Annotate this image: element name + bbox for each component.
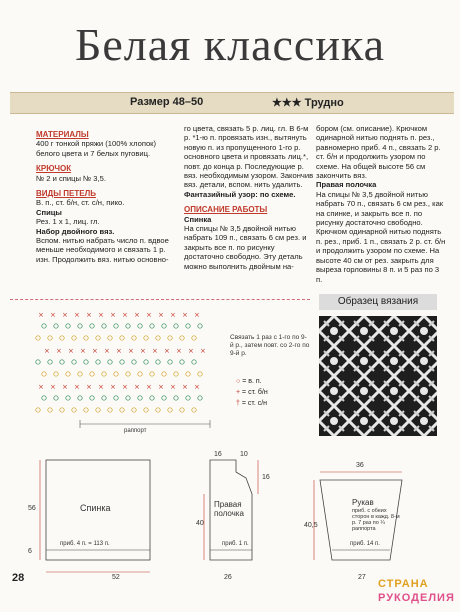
front-top-width: 16 [214, 451, 222, 458]
back-rib-height: 6 [28, 548, 32, 555]
key-dc-label: = ст. с/н [241, 400, 268, 407]
front-width: 26 [224, 574, 232, 581]
col3-text: бором (см. описание). Крючком одинарной нитью поднять п. рез., равномерно приб. 4 п., связать 2 р. ст. б/н и продолжить узором по схеме. На общей высоте 56 см закончить вяз. [316, 124, 441, 181]
front-neck-width: 10 [240, 451, 248, 458]
chart-stitch: × [68, 347, 74, 355]
back-height: 56 [28, 505, 36, 512]
cast-heading: Набор двойного вяз. [36, 226, 115, 236]
dc-symbol-icon: † [236, 400, 240, 407]
sleeve-width: 27 [358, 574, 366, 581]
front-note: приб. 1 п. [222, 541, 249, 547]
sample-label: Образец вязания [319, 294, 437, 310]
chart-stitch: × [164, 347, 170, 355]
chart-stitch: × [176, 347, 182, 355]
sleeve-height: 40,5 [304, 522, 318, 529]
crochet-chart [30, 304, 216, 434]
lace-pattern-image [319, 316, 437, 436]
chart-stitch: × [152, 347, 158, 355]
chart-stitch: × [170, 311, 176, 319]
front-heading: Правая полочка [316, 180, 377, 190]
chart-stitch: × [140, 347, 146, 355]
page-number: 28 [12, 572, 25, 584]
chart-stitch: × [38, 383, 44, 391]
chain-symbol-icon: ○ [236, 378, 241, 385]
chart-stitch: × [86, 311, 92, 319]
chart-stitch: × [158, 383, 164, 391]
chart-stitch: × [86, 383, 92, 391]
needles-heading: Спицы [36, 207, 62, 217]
chart-stitch: × [158, 311, 164, 319]
divider [10, 299, 310, 300]
chart-stitch: × [74, 311, 80, 319]
key-chain [236, 376, 268, 387]
chart-stitch: × [122, 383, 128, 391]
difficulty-label [272, 96, 344, 109]
chart-stitch: × [182, 311, 188, 319]
hook-text: № 2 и спицы № 3,5. [36, 173, 106, 183]
text-column-2 [184, 124, 314, 271]
loops-heading: ВИДЫ ПЕТЕЛЬ [36, 189, 96, 199]
sleeve-bottom-note: приб. 14 п. [350, 541, 380, 547]
sample-photo [319, 316, 437, 436]
chart-stitch: × [170, 383, 176, 391]
text-column-3 [316, 124, 446, 284]
chart-stitch: × [134, 383, 140, 391]
chart-stitch: × [116, 347, 122, 355]
chart-stitch: × [56, 347, 62, 355]
sc-symbol-icon: + [236, 389, 241, 396]
back-text: На спицы № 3,5 двойной нитью набрать 109 п., связать 6 см рез. и закрыть все п. по рисунку достаточно свободно. Эту деталь можно выполнить двойным на- [184, 224, 307, 271]
key-chain-label: = в. п. [242, 378, 262, 385]
sleeve-note: приб. с обеих сторон в кажд. 8-м р. 7 раз по ¼ раппорта [352, 508, 400, 532]
logo-line-1: СТРАНА [378, 578, 429, 590]
materials-heading: МАТЕРИАЛЫ [36, 130, 89, 139]
back-heading: Спинка [184, 214, 212, 224]
chart-stitch: × [74, 383, 80, 391]
chart-stitch: × [146, 383, 152, 391]
chart-stitch: × [122, 311, 128, 319]
chart-stitch: × [62, 311, 68, 319]
sleeve-label: Рукав [352, 498, 374, 507]
chart-stitch: × [194, 311, 200, 319]
chart-stitch: × [38, 311, 44, 319]
back-width: 52 [112, 574, 120, 581]
chart-legend-note: Связать 1 раз с 1-го по 9-й р., затем повт. со 2-го по 9-й р. [230, 334, 310, 357]
chart-stitch: × [92, 347, 98, 355]
key-sc [236, 387, 268, 398]
back-label: Спинка [80, 503, 111, 513]
difficulty-stars: ★★★ [272, 97, 302, 109]
chart-stitch: × [110, 383, 116, 391]
front-neck-depth: 16 [262, 474, 270, 481]
chart-stitch: × [98, 311, 104, 319]
page-title: Белая классика [74, 19, 386, 70]
chart-stitch: × [110, 311, 116, 319]
hook-heading: КРЮЧОК [36, 164, 72, 174]
loops-text: В. п., ст. б/н, ст. с/н, пико. [36, 198, 125, 208]
key-dc [236, 398, 268, 409]
materials-text: 400 г тонкой пряжи (100% хлопок) белого цвета и 7 белых пуговиц. [36, 139, 157, 158]
front-text: На спицы № 3,5 двойной нитью набрать 70 п., связать 6 см рез., как на спинке, и закрыть все п. по рисунку достаточно свободно. Крючком одинарной нитью поднять п. рез., приб. 1 п., связать 2 р. ст. б/н и продолжить узором по схеме. На высоте 40 см от рез. закрыть для выреза горловины 8 п. и 5 раз по 3 п. [316, 189, 446, 284]
difficulty-text: Трудно [304, 97, 344, 109]
chart-stitch: × [134, 311, 140, 319]
back-note: приб. 4 п. = 113 п. [60, 541, 110, 547]
chart-stitch: × [62, 383, 68, 391]
chart-stitch: × [98, 383, 104, 391]
chart-stitch: × [200, 347, 206, 355]
chart-stitch: × [182, 383, 188, 391]
pattern-text: Фантазийный узор: по схеме. [184, 189, 296, 199]
symbol-key [236, 376, 268, 409]
chart-stitch: × [194, 383, 200, 391]
chart-stitch: × [188, 347, 194, 355]
sleeve-top-width: 36 [356, 462, 364, 469]
info-banner [10, 92, 454, 114]
col2-text: го цвета, связать 5 р. лиц. гл. В 6-м р. *1-ю п. провязать изн., вытянуть новую п. из пропущенного 1-го р. основного цвета и провязать лиц.*, повт. до конца р. Последующие р. вяз. необходимым узором. Закончив вяз. детали, вспом. нить удалить. [184, 124, 314, 190]
rib-text: Рез. 1 х 1, лиц. гл. [36, 217, 100, 227]
text-column-1 [36, 124, 174, 264]
rapport-label: раппорт [124, 428, 147, 434]
key-sc-label: = ст. б/н [242, 389, 268, 396]
chart-stitch: × [104, 347, 110, 355]
chart-stitch: × [44, 347, 50, 355]
front-height: 40 [196, 520, 204, 527]
logo-line-2: РУКОДЕЛИЯ [378, 592, 455, 604]
chart-stitch: × [146, 311, 152, 319]
description-heading: ОПИСАНИЕ РАБОТЫ [184, 205, 268, 215]
chart-stitch: × [128, 347, 134, 355]
chart-stitch: × [50, 383, 56, 391]
chart-stitch: × [50, 311, 56, 319]
cast-text: Вспом. нитью набрать число п. вдвое меньше необходимого и связать 1 р. изн. Продолжить вяз. нитью основно- [36, 236, 169, 264]
size-label: Размер 48–50 [130, 96, 204, 108]
front-label: Правая полочка [214, 500, 244, 518]
chart-stitch: × [80, 347, 86, 355]
